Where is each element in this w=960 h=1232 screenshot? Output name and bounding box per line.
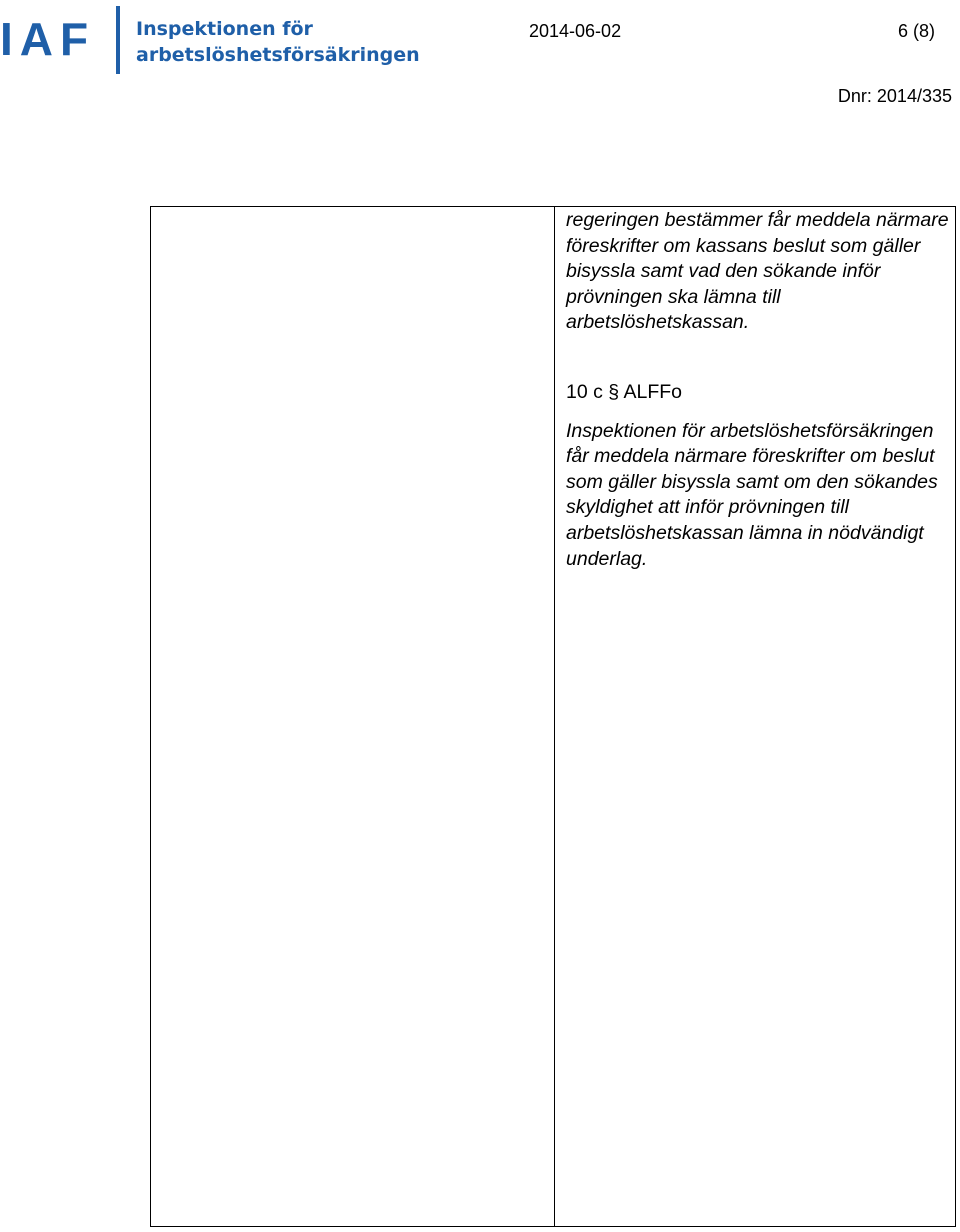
logo-name-line1: Inspektionen för (136, 18, 313, 40)
regulation-text-paragraph: regeringen bestämmer får meddela närmare föreskrifter om kassans beslut som gäller bisyssla samt vad den sökande inför prövningen ska lämna till arbetslöshetskassan. (566, 209, 949, 334)
page-number: 6 (8) (898, 21, 936, 41)
iaf-logo (0, 6, 420, 76)
logo-divider (116, 6, 120, 74)
logo-letters: IAF (0, 13, 96, 65)
document-date: 2014-06-02 (529, 21, 622, 41)
section-heading: 10 c § ALFFo (566, 380, 682, 403)
document-reference-number: Dnr: 2014/335 (837, 86, 952, 106)
table-column-divider (554, 206, 555, 1227)
table-right-column (566, 208, 950, 572)
logo-name-line2: arbetslöshetsförsäkringen (136, 44, 420, 66)
proposed-text-paragraph: Inspektionen för arbetslöshetsförsäkringen får meddela närmare föreskrifter om beslut som gäller bisyssla samt om den sökandes skyldighet att inför prövningen till arbetslöshetskassan lämna in nödvändigt underlag. (566, 419, 938, 570)
